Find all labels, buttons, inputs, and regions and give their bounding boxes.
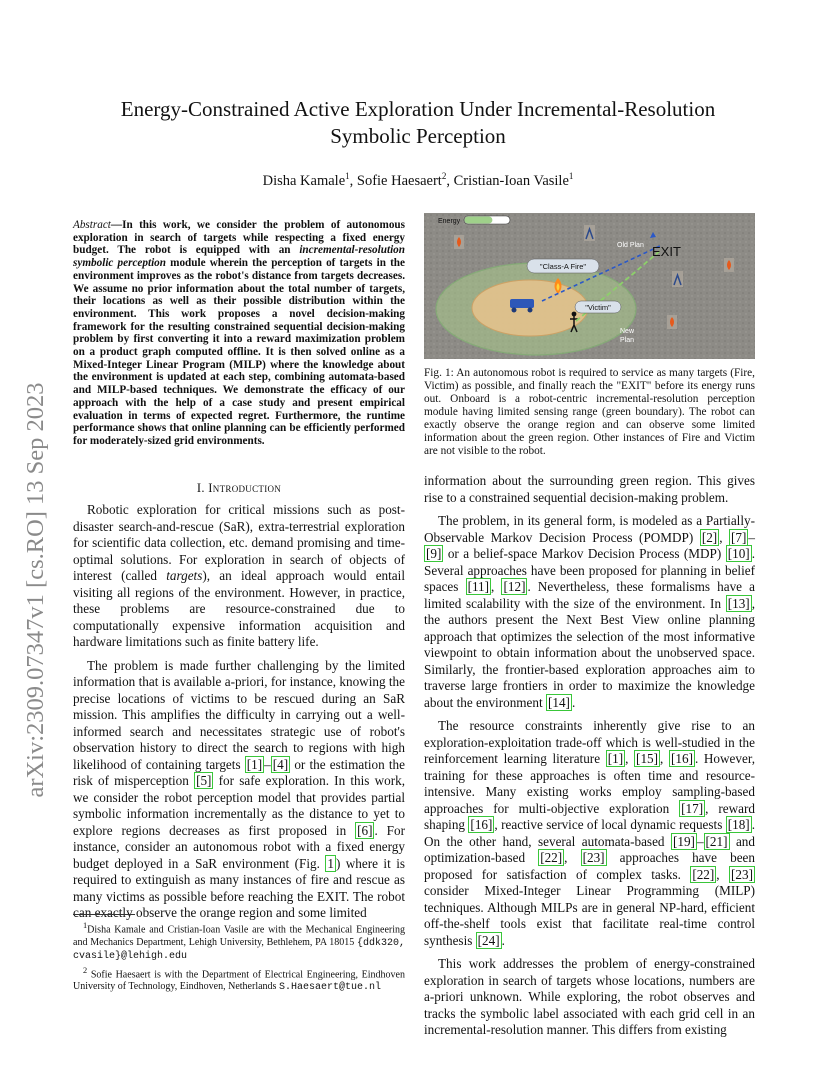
citation-link[interactable]: [18] [727,817,750,832]
citation-link[interactable]: [19] [672,833,695,849]
arxiv-sidebar [6,382,66,798]
author-affiliation: 1 [568,171,574,181]
paragraph: The problem is made further challenging by the limited information that is available a-priori, for instance, knowing the precise locations of victims to be rescued during an SaR mission. This amplifies the difficulty in carrying out a well-informed search and necessitates strategic use of robot's observation history to direct the search to regions with high likelihood of containing targets [1] – [4] or the estimation the risk of misperception [5] for safe exploration. In this work, we consider the robot perception model that provides partial symbolic information incrementally as the distance to yet to explore regions decreases as first proposed in [6] . For instance, consider an autonomous robot with a fixed energy budget deployed in a SaR environment (Fig. 1 ) where it is required to extinguish as many instances of fire and rescue as many victims as possible before reaching the EXIT. The robot can exactly observe the orange region and some limited [73,657,405,920]
footnote: $^1$Disha Kamale and Cristian-Ioan Vasile are with the Mechanical Engineering and Mechanics Department, Lehigh University, Bethlehem, PA 18015 {ddk320, cvasile}@lehigh.edu [73,921,405,962]
citation-link[interactable]: [4] [272,756,289,772]
figure-link[interactable]: 1 [327,855,334,871]
caption-text: An autonomous robot is required to service as many targets (Fire, Victim) as possible, and finally reach the "EXIT" before its energy runs out. Onboard is a robot-centric incremental-resolution perception module having limited sensing range (green boundary). The robot can exactly observe the orange region and can observe some limited information about the green region. Other instances of Fire and Victim are not visible to the robot. [424,367,755,457]
fire-icon [667,315,677,329]
title-line-2: Symbolic Perception [330,124,506,148]
author-list: Disha Kamale$^1$, Sofie Haesaert$^2$, Cristian-Ioan Vasile$^1$ [262,171,574,189]
abstract: Abstract—In this work, we consider the problem of autonomous exploration in search of targets while respecting a fixed energy budget. The robot is equipped with an incremental-resolution symbolic perception module wherein the perception of targets in the environment improves as the robot's distance from targets decreases. We assume no prior information about the total number of targets, their locations as well as their possible distribution within the environment. This work proposes a novel decision-making framework for the resulting constrained sequential decision-making problem by first converting it into a reward maximization problem on a product graph computed offline. It is then solved online as a Mixed-Integer Linear Program (MILP) where the knowledge about the environment is updated at each step, combining automata-based and MILP-based techniques. We demonstrate the efficacy of our approach with the help of a case study and present empirical evaluation in terms of expected regret. Furthermore, the runtime performance shows that online planning can be efficiently performed for moderately-sized grid environments. [73,219,405,447]
new-plan-label: New [620,328,635,335]
citation-link[interactable]: [23] [582,850,605,865]
citation-link[interactable]: [9] [426,546,442,561]
citation-link[interactable]: [1] [607,751,624,766]
citation-link[interactable]: [5] [196,773,212,788]
victim-icon [672,271,683,287]
abstract-text-2: module wherein the perception of targets in the environment improves as the robot's distance from targets decreases. We assume no prior information about the total number of targets, their locations as well as their possible distribution within the environment. This work proposes a novel decision-making framework for the resulting constrained sequential decision-making problem by first converting it into a reward maximization problem on a product graph computed offline. It is then solved online as a Mixed-Integer Linear Program (MILP) where the knowledge about the environment is updated at each step, combining automata-based and MILP-based techniques. We demonstrate the efficacy of our approach with the help of a case study and present empirical evaluation in terms of expected regret. Furthermore, the runtime performance shows that online planning can be efficiently performed for moderately-sized grid environments. [73,257,405,447]
citation-link[interactable]: [10] [727,546,750,561]
abstract-text-1: In this work, we consider the problem of autonomous exploration in search of targets while respecting a fixed energy budget. The robot is equipped with an [73,219,405,257]
author-affiliation: 1 [345,171,350,181]
section-number: I. [196,481,205,495]
citation-link[interactable]: [12] [503,579,526,594]
abstract-emphasis: incremental-resolution symbolic perception [73,244,405,270]
energy-bar-fill [465,217,493,224]
footnotes [73,920,405,997]
citation-link[interactable]: [14] [547,694,570,710]
figure-1 [424,213,755,359]
author-name: Disha Kamale [262,172,346,189]
intro-right-column [424,473,755,1046]
citation-link[interactable]: [21] [705,833,728,849]
victim-label: "Victim" [585,303,611,312]
footnote-rule [73,914,135,915]
old-plan-label: Old Plan [617,242,644,249]
author-affiliation: 2 [441,171,447,181]
fire-label: "Class-A Fire" [539,262,587,271]
citation-link[interactable]: [1] [246,756,263,772]
new-plan-label: Plan [620,337,635,344]
paper-title [80,96,756,150]
fire-icon [724,258,734,272]
intro-left-column [73,502,405,929]
section-title: Introduction [208,481,282,495]
figure-caption [424,367,755,458]
victim-icon [584,225,595,241]
citation-link[interactable]: [2] [701,529,718,545]
section-heading [73,481,405,496]
citation-link[interactable]: [23] [731,866,753,882]
exit-label: EXIT [652,244,681,259]
caption-label: Fig. 1: [424,367,454,379]
abstract-label: Abstract [73,219,111,231]
citation-link[interactable]: [16] [670,751,693,766]
citation-link[interactable]: [13] [727,595,750,611]
citation-link[interactable]: [22] [692,866,715,882]
paragraph: This work addresses the problem of energy-constrained exploration in search of targets whose locations, numbers are a-priori unknown. While exploring, the robot observes and tracks the symbolic label associated with each grid cell in an incremental-resolution manner. This differs from existing [424,956,755,1037]
paragraph: Robotic exploration for critical missions such as post-disaster search-and-rescue (SaR), extra-terrestrial exploration for scientific data collection, etc. demand promising and time-optimal solutions. For exploration in search of objects of interest (called targets), an ideal approach would entail visiting all regions of the environment. However, in practice, these problems are resource-constrained due to computationally expensive information acquisition and hardware limitations such as finite battery life. [73,502,405,649]
paragraph: information about the surrounding green region. This gives rise to a constrained sequential decision-making problem. [424,473,755,505]
citation-link[interactable]: [24] [477,932,500,948]
citation-link[interactable]: [17] [681,800,704,816]
paragraph: The resource constraints inherently give rise to an exploration-exploitation trade-off which is well-studied in the reinforcement learning literature [1] , [15] , [16] . However, training for these approaches is often time and resource-intensive. Many existing works employ sampling-based approaches for multi-objective exploration [17] , reward shaping [16] , reactive service of local dynamic requests [18] . On the other hand, several automata-based [19] – [21] and optimization-based [22] , [23] approaches have been proposed for satisfaction of complex tasks. [22] , [23] consider Mixed-Integer Linear Programming (MILP) techniques. Although MILPs are in general NP-hard, efficient off-the-shelf tools exist that facilitate real-time control synthesis [24] . [424,718,756,948]
paragraph: The problem, in its general form, is modeled as a Partially-Observable Markov Decision Process (POMDP) [2] , [7] –[9] or a belief-space Markov Decision Process (MDP) [10] . Several approaches have been proposed for planning in belief spaces [11] , [12] . Nevertheless, these formalisms have a limited scalability with the size of the environment. In [13] , the authors present the Next Best View online planning approach that optimizes the selection of the most informative viewpoint to obtain information about the unobserved space. Similarly, the frontier-based exploration approaches aim to traverse large frontiers in order to maximize the knowledge about the environment [14] . [424,513,756,710]
author-name: Sofie Haesaert [356,172,442,189]
citation-link[interactable]: [22] [540,850,563,865]
citation-link[interactable]: [11] [467,579,490,594]
sar-scene-illustration [424,213,755,359]
energy-label: Energy [438,218,461,225]
author-name: Cristian-Ioan Vasile [453,172,569,189]
footnote: $^2$ Sofie Haesaert is with the Department of Electrical Engineering, Eindhoven University of Technology, Eindhoven, Netherlands S.Haesaert@tue.nl [73,965,405,994]
arxiv-identifier: arXiv:2309.07347v1 [cs.RO] 13 Sep 2023 [22,382,49,798]
citation-link[interactable]: [16] [470,817,493,832]
citation-link[interactable]: [6] [357,822,373,838]
citation-link[interactable]: [15] [636,751,659,766]
citation-link[interactable]: [7] [731,529,747,545]
fire-icon [454,235,464,249]
title-line-1: Energy-Constrained Active Exploration Under Incremental-Resolution [120,97,716,121]
